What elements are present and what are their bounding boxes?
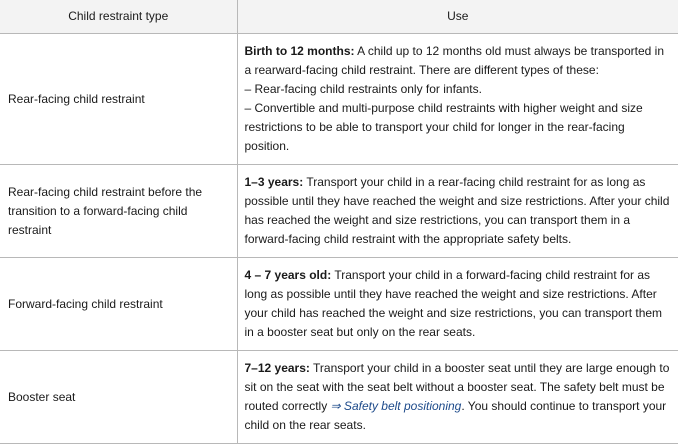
list-item: – Rear-facing child restraints only for infants. (244, 82, 482, 96)
table-row (0, 34, 678, 165)
list-item: – Convertible and multi-purpose child restraints with higher weight and size restrictions to be able to transport your child for longer in the rear-facing position. (244, 101, 643, 153)
safety-belt-positioning-link[interactable]: ⇒ Safety belt positioning (330, 399, 462, 413)
use-description: Transport your child in a rear-facing child restraint for as long as possible until they have reached the weight and size restrictions. After your child has reached the weight and size restrictions, you can transport them in a forward-facing child restraint with the appropriate safety belts. (244, 175, 670, 246)
table-row (0, 165, 678, 258)
use-description: Transport your child in a forward-facing child restraint for as long as possible until they have reached the weight and size restrictions. After your child has reached the weight and size restrictions, you can transport them in a booster seat but only on the rear seats. (244, 268, 663, 339)
use-cell (237, 258, 678, 351)
age-range-label: 4 – 7 years old: (244, 268, 332, 282)
age-range-label: Birth to 12 months: (244, 44, 355, 58)
header-child-restraint-type: Child restraint type (0, 0, 237, 34)
age-range-label: 1–3 years: (244, 175, 304, 189)
use-cell (237, 351, 678, 444)
table-header-row (0, 0, 678, 34)
header-use: Use (237, 0, 678, 34)
use-description: A child up to 12 months old must always be transported in a rearward-facing child restraint. There are different types of these: (244, 44, 665, 77)
use-description-continued: . You should continue to transport your child on the rear seats. (244, 399, 667, 432)
table-row (0, 351, 678, 444)
table-row (0, 258, 678, 351)
restraint-type-cell: Rear-facing child restraint (0, 34, 237, 165)
use-cell (237, 165, 678, 258)
restraint-type-cell: Rear-facing child restraint before the transition to a forward-facing child restraint (0, 165, 237, 258)
age-range-label: 7–12 years: (244, 361, 310, 375)
use-cell (237, 34, 678, 165)
use-description: Transport your child in a booster seat until they are large enough to sit on the seat with the seat belt without a booster seat. The safety belt must be routed correctly (244, 361, 670, 413)
restraint-type-cell: Forward-facing child restraint (0, 258, 237, 351)
restraint-type-cell: Booster seat (0, 351, 237, 444)
